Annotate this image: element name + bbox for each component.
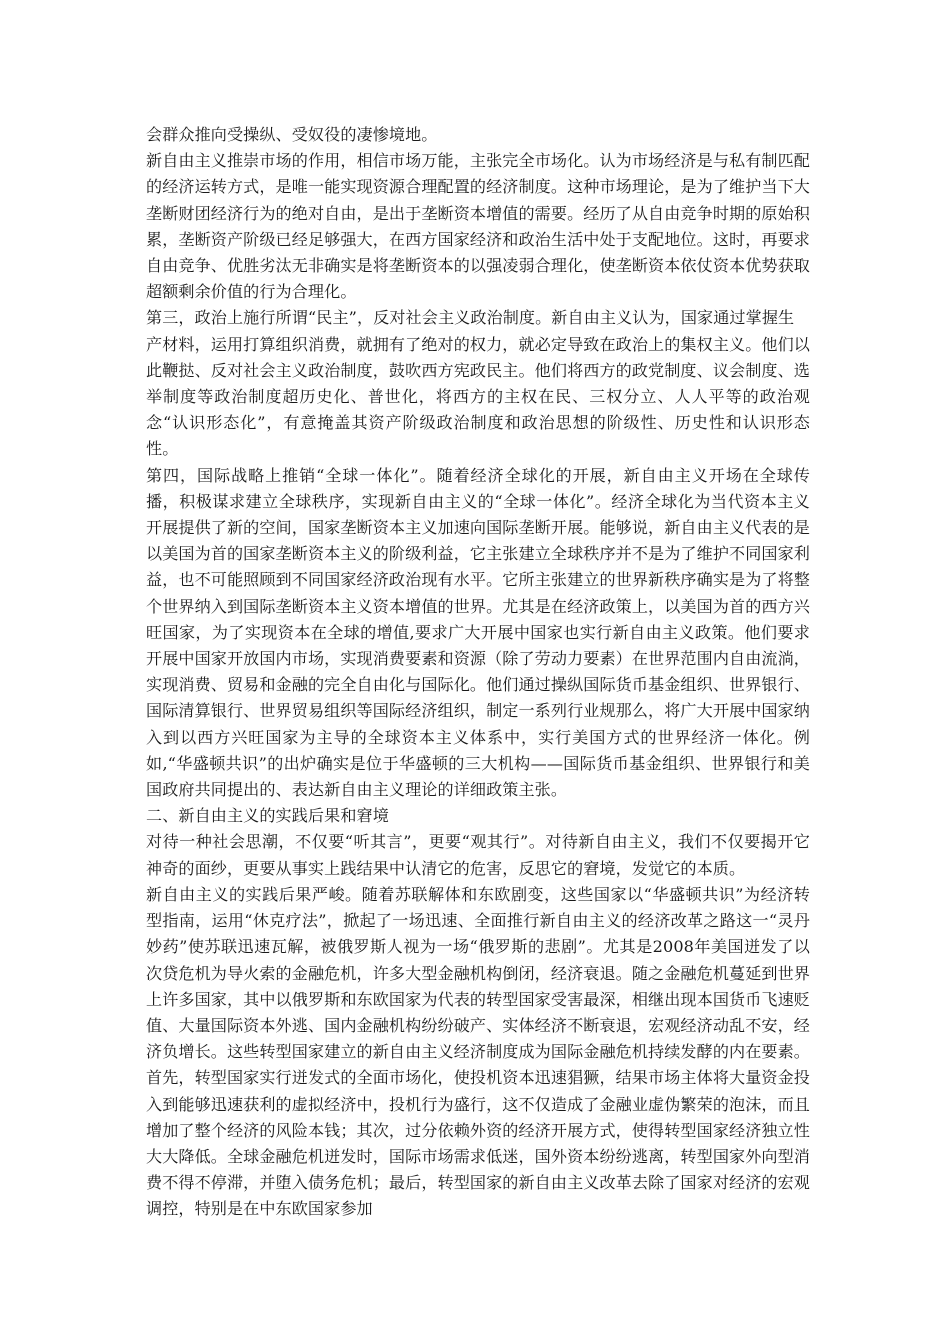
paragraph-continuation: 会群众推向受操纵、受奴役的凄惨境地。 xyxy=(146,125,438,144)
paragraph-consequences: 新自由主义的实践后果严峻。随着苏联解体和东欧剧变，这些国家以“华盛顿共识”为经济转型指南，运用“休克疗法”，掀起了一场迅速、全面推行新自由主义的经济改革之路这一“灵丹妙药”使苏联迅速瓦解，被俄罗斯人视为一场“俄罗斯的悲剧”。尤其是2008年美国迸发了以次贷危机为导火索的金融危机，许多大型金融机构倒闭，经济衰退。随之金融危机蔓延到世界上许多国家，其中以俄罗斯和东欧国家为代表的转型国家受害最深，相继出现本国货币飞速贬值、大量国际资本外逃、国内金融机构纷纷破产、实体经济不断衰退，宏观经济动乱不安，经济负增长。这些转型国家建立的新自由主义经济制度成为国际金融危机持续发酵的内在要素。首先，转型国家实行迸发式的全面市场化，使投机资本迅速猖獗，结果市场主体将大量资金投入到能够迅速获利的虚拟经济中，投机行为盛行，这不仅造成了金融业虚伪繁荣的泡沫，而且增加了整个经济的风险本钱；其次，过分依赖外资的经济开展方式，使得转型国家经济独立性大大降低。全球金融危机迸发时，国际市场需求低迷，国外资本纷纷逃离，转型国家外向型消费不得不停滞，并堕入债务危机；最后，转型国家的新自由主义改革去除了国家对经济的宏观调控，特别是在中东欧国家参加 xyxy=(146,884,810,1219)
paragraph-third-point: 第三，政治上施行所谓“民主”，反对社会主义政治制度。新自由主义认为，国家通过掌握生 xyxy=(146,308,795,328)
paragraph-political-democracy: 产材料，运用打算组织消费，就拥有了绝对的权力，就必定导致在政治上的集权主义。他们以此鞭挞、反对社会主义政治制度，鼓吹西方宪政民主。他们将西方的政党制度、议会制度、选举制度等政治制度超历史化、普世化，将西方的主权在民、三权分立、人人平等的政治观念“认识形态化”，有意掩盖其资产阶级政治制度和政治思想的阶级性、历史性和认识形态性。 xyxy=(146,334,810,459)
paragraph-intro: 对待一种社会思潮，不仅要“听其言”，更要“观其行”。对待新自由主义，我们不仅要揭开它神奇的面纱，更要从事实上践结果中认清它的危害，反思它的窘境，发觉它的本质。 xyxy=(146,832,810,878)
section-heading: 二、新自由主义的实践后果和窘境 xyxy=(146,806,389,826)
paragraph-fourth-point: 第四，国际战略上推销“全球一体化”。随着经济全球化的开展，新自由主义开场在全球传播，积极谋求建立全球秩序，实现新自由主义的“全球一体化”。经济全球化为当代资本主义开展提供了新的空间，国家垄断资本主义加速向国际垄断开展。能够说，新自由主义代表的是以美国为首的国家垄断资本主义的阶级利益，它主张建立全球秩序并不是为了维护不同国家利益，也不可能照顾到不同国家经济政治现有水平。它所主张建立的世界新秩序确实是为了将整个世界纳入到国际垄断资本主义资本增值的世界。尤其是在经济政策上，以美国为首的西方兴旺国家，为了实现资本在全球的增值,要求广大开展中国家也实行新自由主义政策。他们要求开展中国家开放国内市场，实现消费要素和资源（除了劳动力要素）在世界范围内自由流淌，实现消费、贸易和金融的完全自由化与国际化。他们通过操纵国际货币基金组织、世界银行、国际清算银行、世界贸易组织等国际经济组织，制定一系列行业规那么，将广大开展中国家纳入到以西方兴旺国家为主导的全球资本主义体系中，实行美国方式的世界经济一体化。例如,“华盛顿共识”的出炉确实是位于华盛顿的三大机构——国际货币基金组织、世界银行和美国政府共同提出的、表达新自由主义理论的详细政策主张。 xyxy=(146,465,810,800)
document-body xyxy=(146,122,810,1223)
paragraph-market-theory: 新自由主义推崇市场的作用，相信市场万能，主张完全市场化。认为市场经济是与私有制匹配的经济运转方式，是唯一能实现资源合理配置的经济制度。这种市场理论，是为了维护当下大垄断财团经济行为的绝对自由，是出于垄断资本增值的需要。经历了从自由竞争时期的原始积累，垄断资产阶级已经足够强大，在西方国家经济和政治生活中处于支配地位。这时，再要求自由竞争、优胜劣汰无非确实是将垄断资本的以强凌弱合理化，使垄断资本依仗资本优势获取超额剩余价值的行为合理化。 xyxy=(146,151,810,302)
